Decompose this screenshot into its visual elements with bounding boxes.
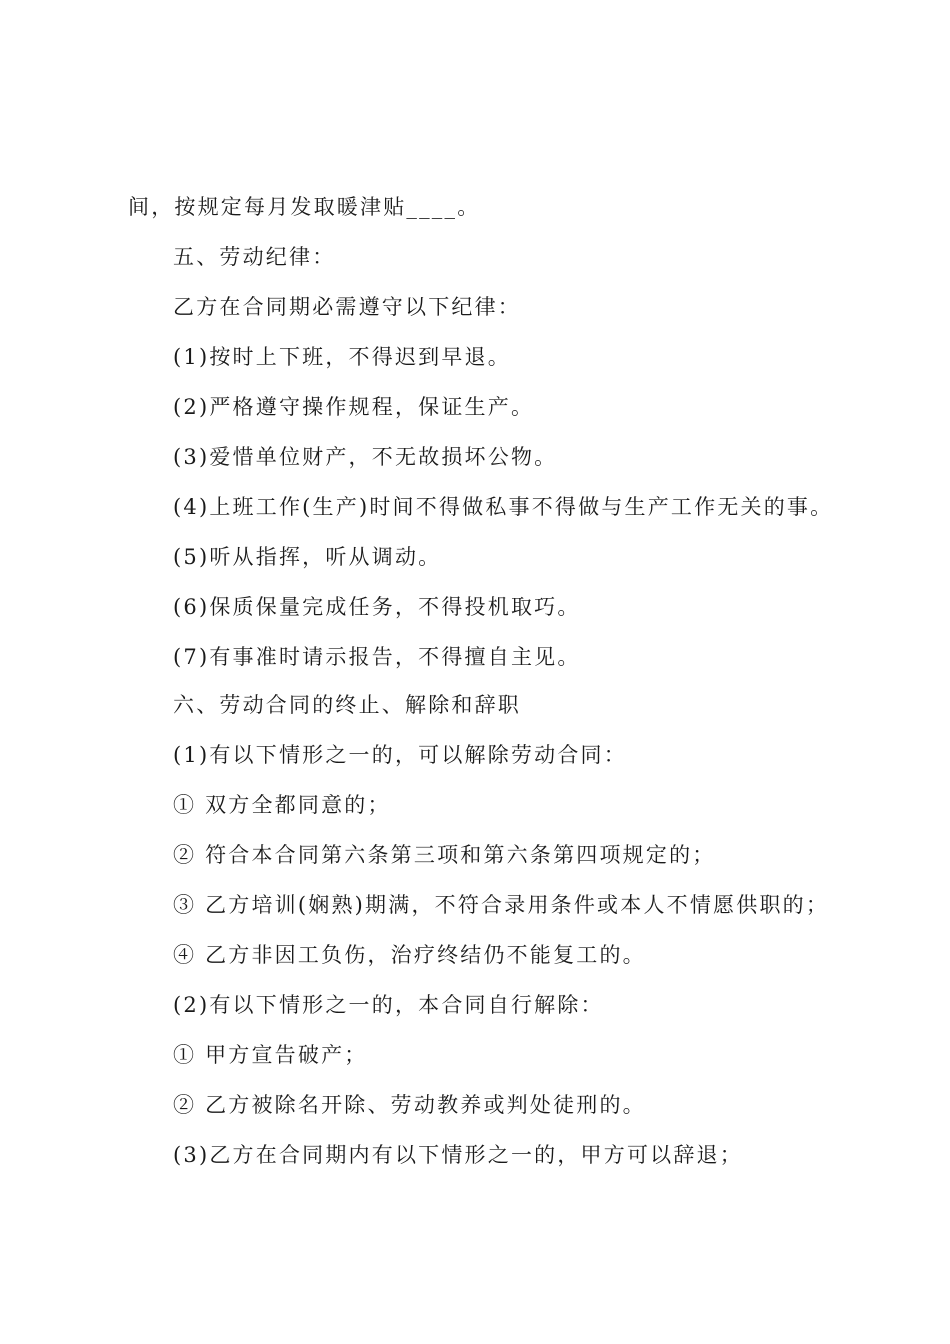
paragraph-line: 乙方在合同期必需遵守以下纪律：: [173, 295, 521, 319]
list-item: (5)听从指挥，听从调动。: [173, 545, 442, 569]
list-item: (3)乙方在合同期内有以下情形之一的，甲方可以辞退；: [173, 1143, 743, 1167]
list-item: (1)按时上下班，不得迟到早退。: [173, 345, 511, 369]
list-item: (7)有事准时请示报告，不得擅自主见。: [173, 645, 581, 669]
sub-list-item: ② 符合本合同第六条第三项和第六条第四项规定的；: [173, 843, 716, 867]
list-item: (2)严格遵守操作规程，保证生产。: [173, 395, 535, 419]
sub-list-item: ④ 乙方非因工负伤，治疗终结仍不能复工的。: [173, 943, 646, 967]
sub-list-item: ② 乙方被除名开除、劳动教养或判处徒刑的。: [173, 1093, 646, 1117]
paragraph-line: 间，按规定每月发取暖津贴____。: [128, 195, 481, 219]
list-item: (2)有以下情形之一的，本合同自行解除：: [173, 993, 604, 1017]
section-heading: 五、劳动纪律：: [173, 245, 336, 269]
list-item: (4)上班工作(生产)时间不得做私事不得做与生产工作无关的事。: [173, 495, 834, 519]
section-heading: 六、劳动合同的终止、解除和辞职: [173, 693, 521, 717]
sub-list-item: ① 甲方宣告破产；: [173, 1043, 368, 1067]
list-item: (6)保质保量完成任务，不得投机取巧。: [173, 595, 581, 619]
list-item: (3)爱惜单位财产，不无故损坏公物。: [173, 445, 558, 469]
sub-list-item: ① 双方全都同意的；: [173, 793, 391, 817]
sub-list-item: ③ 乙方培训(娴熟)期满，不符合录用条件或本人不情愿供职的；: [173, 893, 830, 917]
list-item: (1)有以下情形之一的，可以解除劳动合同：: [173, 743, 627, 767]
